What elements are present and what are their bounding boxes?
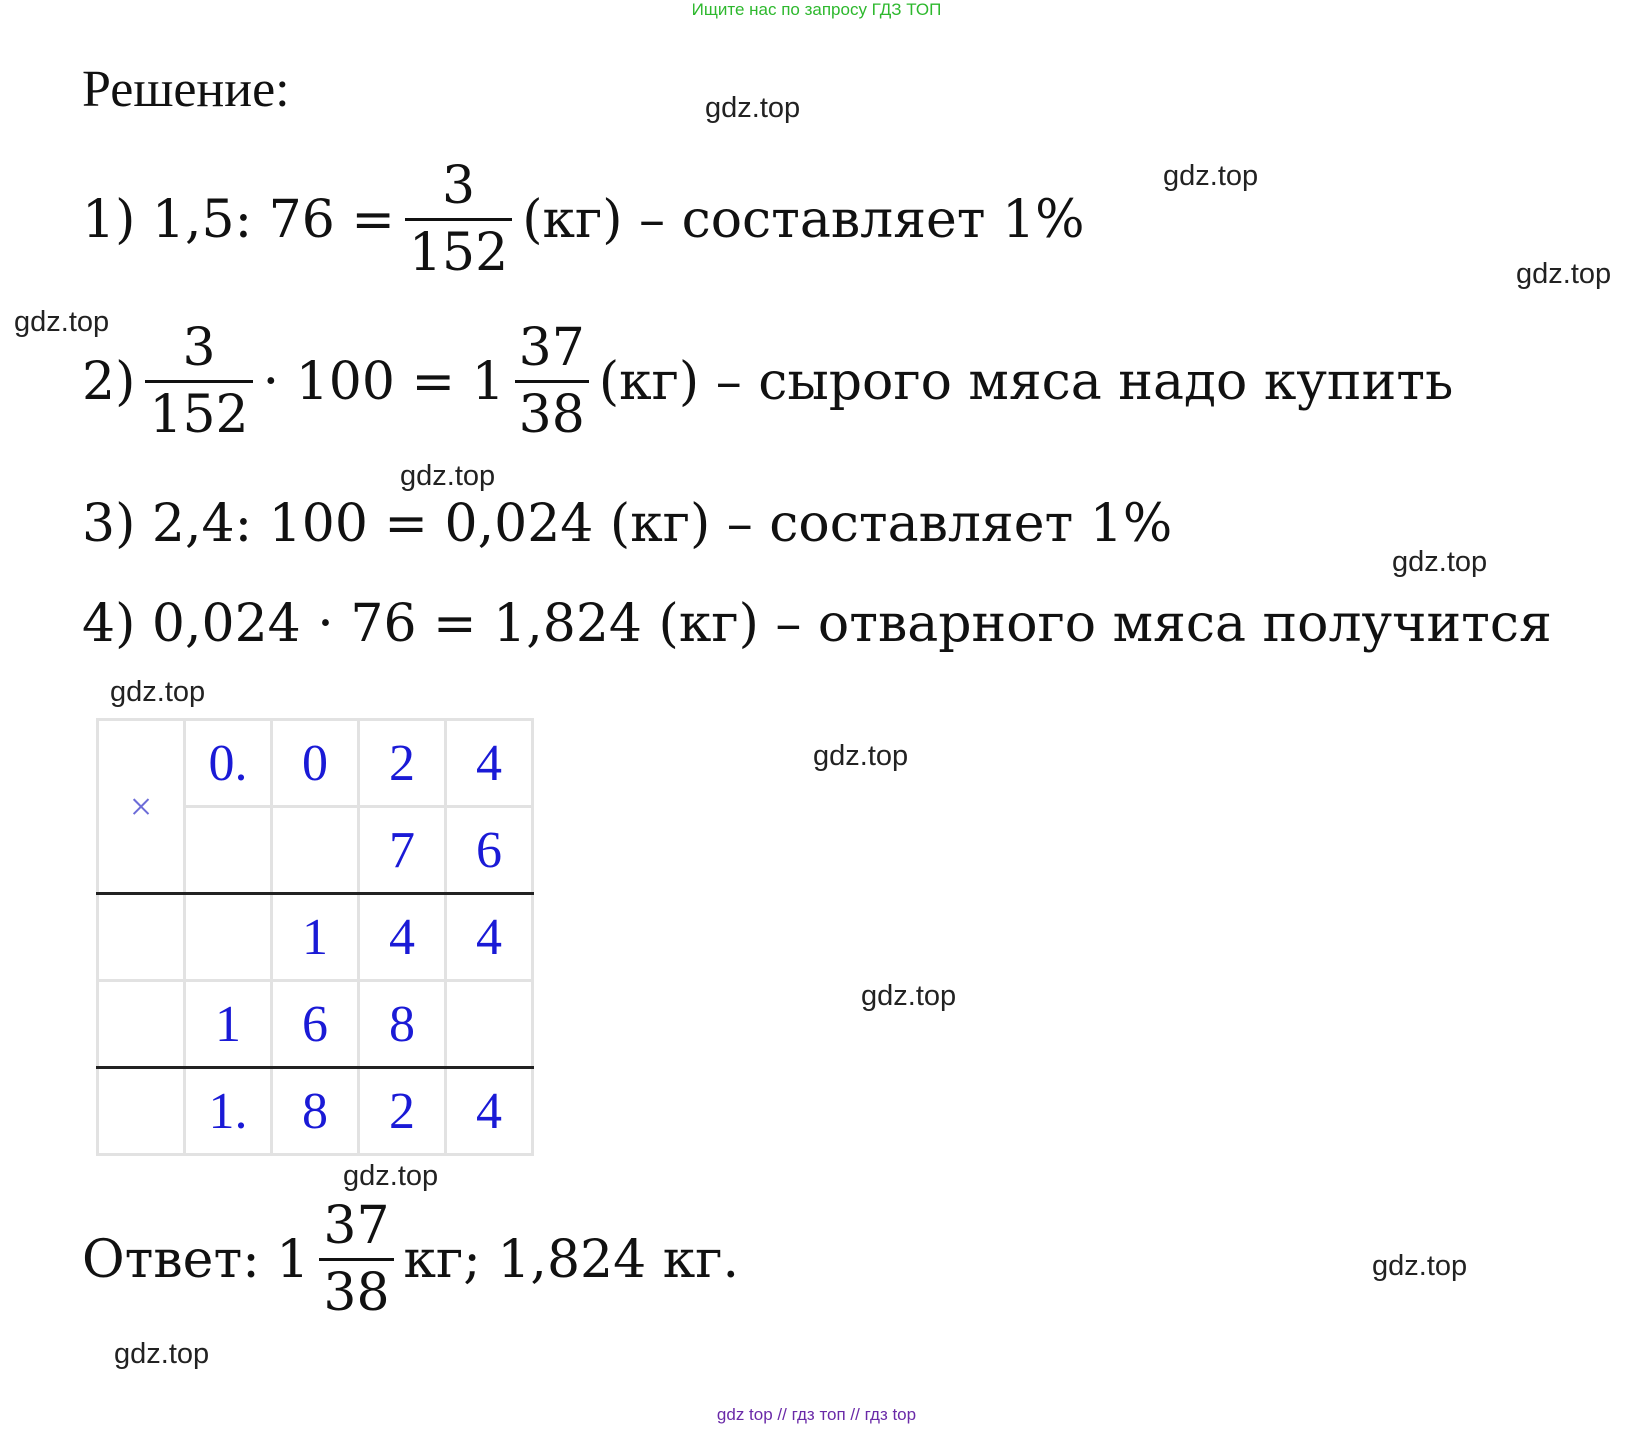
- watermark: gdz.top: [1516, 258, 1612, 290]
- watermark: gdz.top: [813, 740, 909, 772]
- step-1-numerator: 3: [442, 156, 476, 216]
- table-cell: 1: [272, 894, 359, 981]
- table-cell: 1: [185, 981, 272, 1068]
- step-4-text: 4) 0,024 · 76 = 1,824 (кг) – отварного мяса получится: [82, 594, 1552, 654]
- step-1-tail: (кг) – составляет 1%: [522, 189, 1085, 250]
- footer-links: gdz top // гдз топ // гдз top: [716, 1405, 917, 1424]
- table-cell: 2: [359, 720, 446, 807]
- table-cell: 0: [272, 720, 359, 807]
- table-cell: 4: [359, 894, 446, 981]
- table-cell: 7: [359, 807, 446, 894]
- step-2-numerator-1: 3: [182, 318, 216, 378]
- answer-line: [82, 1196, 739, 1323]
- step-2-numerator-2: 37: [518, 318, 585, 378]
- answer-tail: кг; 1,824 кг.: [403, 1229, 739, 1290]
- table-cell: [446, 981, 533, 1068]
- table-cell: [185, 894, 272, 981]
- step-1-denominator: 152: [405, 218, 512, 279]
- table-cell: 2: [359, 1068, 446, 1155]
- table-cell: 6: [272, 981, 359, 1068]
- table-cell: 8: [272, 1068, 359, 1155]
- answer-numerator: 37: [323, 1196, 390, 1256]
- table-cell: 4: [446, 1068, 533, 1155]
- step-2-fraction-1: [145, 318, 252, 445]
- table-cell: [98, 1068, 185, 1155]
- multiplication-table: [96, 718, 534, 1156]
- watermark: gdz.top: [110, 676, 206, 708]
- watermark: gdz.top: [861, 980, 957, 1012]
- answer-denominator: 38: [319, 1258, 393, 1319]
- table-cell: 8: [359, 981, 446, 1068]
- table-cell: 1.: [185, 1068, 272, 1155]
- step-1-lead: 1) 1,5: 76 =: [82, 189, 395, 250]
- table-cell: 4: [446, 720, 533, 807]
- watermark: gdz.top: [14, 306, 110, 338]
- step-2: [82, 318, 1454, 445]
- table-cell: [98, 894, 185, 981]
- step-2-lead: 2): [82, 351, 136, 412]
- watermark: gdz.top: [114, 1338, 210, 1370]
- table-cell: 6: [446, 807, 533, 894]
- watermark: gdz.top: [1392, 546, 1488, 578]
- watermark: gdz.top: [400, 460, 496, 492]
- answer-lead: Ответ: 1: [82, 1229, 310, 1290]
- top-banner: Ищите нас по запросу ГДЗ ТОП: [691, 0, 942, 19]
- watermark: gdz.top: [343, 1160, 439, 1192]
- step-1: [82, 156, 1085, 283]
- watermark: gdz.top: [1163, 160, 1259, 192]
- step-4: [82, 594, 1552, 654]
- step-2-fraction-2: [515, 318, 589, 445]
- table-cell: [185, 807, 272, 894]
- step-2-mid: · 100 = 1: [262, 351, 505, 412]
- solution-heading: Решение:: [82, 61, 290, 118]
- table-cell: [272, 807, 359, 894]
- step-2-denominator-2: 38: [515, 380, 589, 441]
- step-2-tail: (кг) – сырого мяса надо купить: [598, 351, 1454, 412]
- watermark: gdz.top: [705, 92, 801, 124]
- watermark: gdz.top: [1372, 1250, 1468, 1282]
- step-3: [82, 494, 1172, 554]
- step-2-denominator-1: 152: [145, 380, 252, 441]
- answer-fraction: [319, 1196, 393, 1323]
- table-cell: 4: [446, 894, 533, 981]
- table-cell: 0.: [185, 720, 272, 807]
- step-3-text: 3) 2,4: 100 = 0,024 (кг) – составляет 1%: [82, 494, 1173, 554]
- step-1-fraction: [405, 156, 512, 283]
- table-cell: [98, 981, 185, 1068]
- multiply-sign: ×: [98, 720, 185, 894]
